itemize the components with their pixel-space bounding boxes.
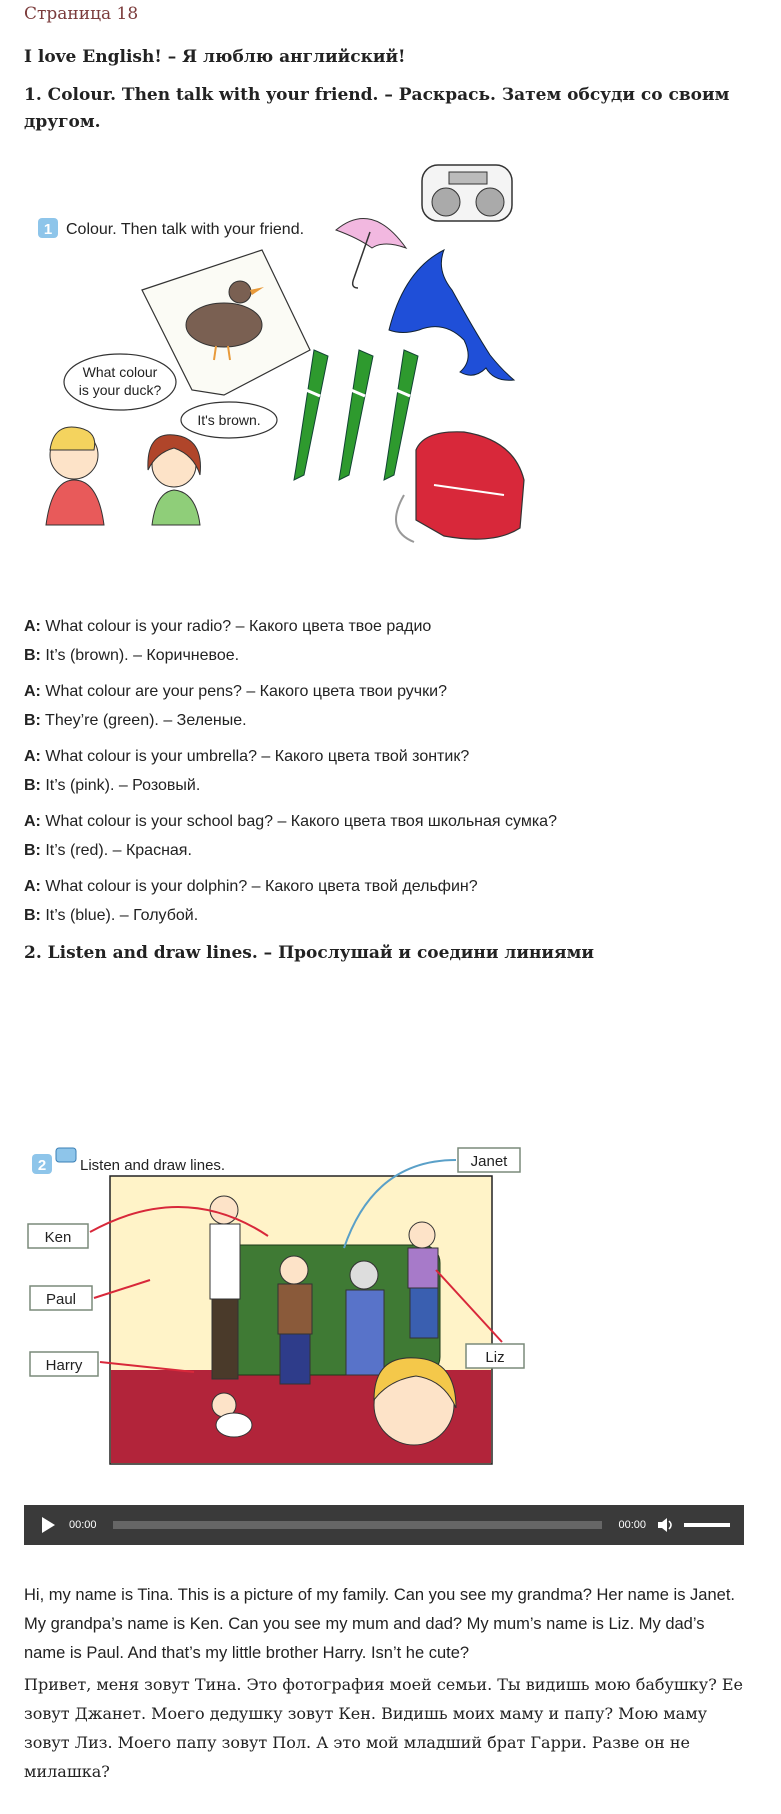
dialogue-answer: It’s (pink). – Розовый.	[40, 777, 201, 794]
dialogue-answer: It’s (brown). – Коричневое.	[40, 647, 240, 664]
dialogue-1	[24, 612, 431, 670]
dialogue-answer: It’s (red). – Красная.	[40, 842, 192, 859]
play-button[interactable]	[42, 1517, 55, 1533]
progress-bar[interactable]	[113, 1521, 603, 1529]
family-picture	[110, 1176, 492, 1464]
duration-time: 00:00	[618, 1519, 646, 1531]
schoolbag-picture	[396, 432, 524, 542]
label-paul	[30, 1286, 92, 1310]
girl-figure	[148, 435, 201, 525]
label-liz	[466, 1344, 524, 1368]
bubble-answer	[181, 402, 277, 438]
book-icon	[56, 1148, 76, 1162]
label-liz-text: Liz	[485, 1349, 505, 1366]
dialogue-3	[24, 742, 469, 800]
boy-figure	[46, 427, 104, 525]
volume-slider[interactable]	[684, 1523, 730, 1527]
dialogue-a-label: A:	[24, 683, 41, 700]
current-time: 00:00	[69, 1519, 97, 1531]
label-harry-text: Harry	[45, 1357, 83, 1374]
figure2-instruction: Listen and draw lines.	[80, 1157, 226, 1174]
label-harry	[30, 1352, 98, 1376]
text-english: Hi, my name is Tina. This is a picture of my family. Can you see my grandma? Her name is Janet. My grandpa’s name is Ken. Can you see my mum and dad? My mum’s name is Liz. My dad’s name is Paul. And that’s my little brother Harry. Isn’t he cute?	[24, 1586, 735, 1662]
dialogue-question: What colour is your umbrella? – Какого цвета твой зонтик?	[40, 748, 470, 765]
dialogue-b-label: B:	[24, 842, 41, 859]
dialogue-answer: They’re (green). – Зеленые.	[40, 712, 247, 729]
bubble-question-line1: What colour	[82, 364, 158, 380]
dialogue-b-label: B:	[24, 647, 41, 664]
figure1-number: 1	[43, 221, 53, 238]
dialogue-question: What colour is your radio? – Какого цвета твое радио	[40, 618, 432, 635]
dialogue-5	[24, 872, 478, 930]
dialogue-question: What colour is your dolphin? – Какого цвета твой дельфин?	[40, 878, 478, 895]
label-ken	[28, 1224, 88, 1248]
umbrella-picture	[336, 218, 406, 288]
figure1-instruction: Colour. Then talk with your friend.	[66, 221, 305, 238]
label-paul-text: Paul	[45, 1291, 77, 1308]
label-janet-text: Janet	[470, 1153, 508, 1170]
dialogue-a-label: A:	[24, 813, 41, 830]
dialogue-b-label: B:	[24, 907, 41, 924]
dialogue-a-label: A:	[24, 878, 41, 895]
task1-heading	[24, 82, 729, 136]
task1-heading-line1: 1. Colour. Then talk with your friend. – Раскрась. Затем обсуди со своим	[24, 85, 730, 105]
page-title: I love English! – Я люблю английский!	[24, 47, 406, 67]
dialogue-b-label: B:	[24, 777, 41, 794]
dialogue-a-label: A:	[24, 748, 41, 765]
bubble-answer-text: It's brown.	[197, 412, 261, 428]
dialogue-b-label: B:	[24, 712, 41, 729]
text-russian: Привет, меня зовут Тина. Это фотография моей семьи. Ты видишь мою бабушку? Ее зовут Джанет. Моего дедушку зовут Кен. Видишь моих маму и папу? Мою маму зовут Лиз. Моего папу зовут Пол. А это мой младший брат Гарри. Разве он не милашка?	[24, 1675, 744, 1781]
label-janet	[458, 1148, 520, 1172]
dialogue-2	[24, 677, 447, 735]
dialogue-a-label: A:	[24, 618, 41, 635]
dialogue-question: What colour is your school bag? – Какого цвета твоя школьная сумка?	[40, 813, 557, 830]
task1-heading-line2: другом.	[24, 112, 101, 132]
task1-figure	[24, 150, 584, 600]
task2-heading: 2. Listen and draw lines. – Прослушай и соедини линиями	[24, 943, 594, 963]
dialogue-answer: It’s (blue). – Голубой.	[40, 907, 199, 924]
label-ken-text: Ken	[44, 1229, 72, 1246]
dialogue-4	[24, 807, 557, 865]
bubble-question-line2: is your duck?	[78, 382, 162, 398]
bubble-question	[64, 354, 176, 410]
volume-icon[interactable]	[656, 1517, 676, 1533]
pens-picture	[294, 350, 418, 480]
breadcrumb[interactable]: Страница 18	[24, 4, 139, 24]
dialogue-question: What colour are your pens? – Какого цвета твои ручки?	[40, 683, 447, 700]
audio-player	[24, 1505, 744, 1545]
radio-picture	[422, 165, 512, 221]
task2-figure	[24, 1140, 624, 1485]
figure2-number: 2	[37, 1157, 47, 1174]
